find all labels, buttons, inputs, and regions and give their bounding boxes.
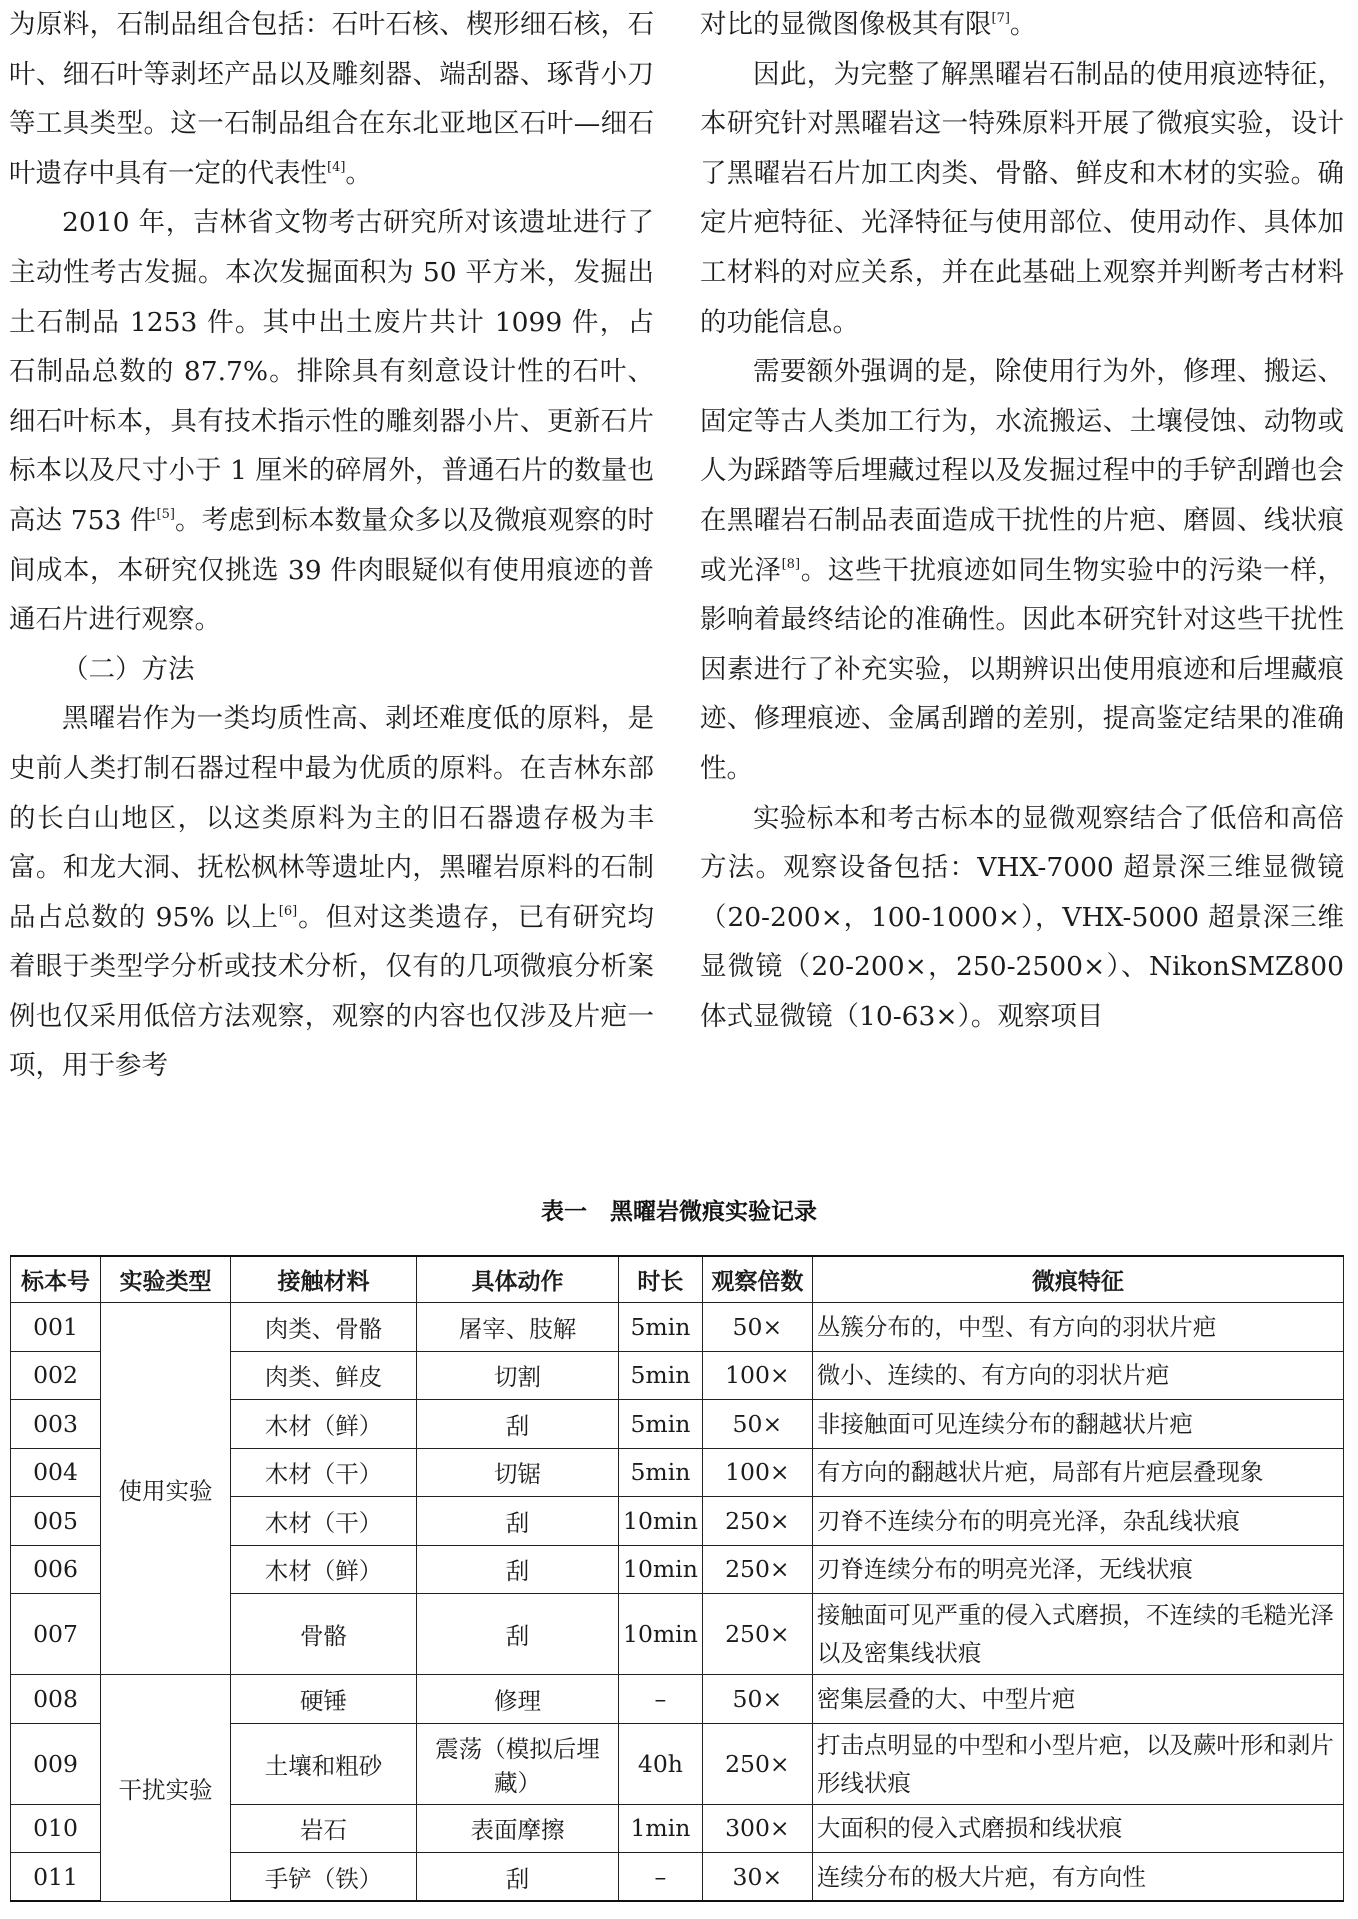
header-cell: 实验类型 [101,1256,231,1303]
magnification-cell: 100× [702,1448,812,1497]
paragraph: 因此，为完整了解黑曜岩石制品的使用痕迹特征，本研究针对黑曜岩这一特殊原料开展了微痕实验，设计了黑曜岩石片加工肉类、骨骼、鲜皮和木材的实验。确定片疤特征、光泽特征与使用部位、使用动作、具体加工材料的对应关系，并在此基础上观察并判断考古材料的功能信息。 [700,58,1344,338]
material-cell: 木材（干） [231,1497,417,1546]
duration-cell: 5min [619,1303,703,1352]
table-header-row [11,1256,1344,1303]
trait-cell: 非接触面可见连续分布的翻越状片疤 [812,1400,1343,1449]
header-cell: 时长 [619,1256,703,1303]
header-cell: 接触材料 [231,1256,417,1303]
specimen-id-cell: 002 [11,1351,101,1400]
material-cell: 土壤和粗砂 [231,1723,417,1804]
trait-cell: 有方向的翻越状片疤，局部有片疤层叠现象 [812,1448,1343,1497]
magnification-cell: 300× [702,1804,812,1853]
specimen-id-cell: 001 [11,1303,101,1352]
duration-cell: 5min [619,1448,703,1497]
action-cell: 刮 [417,1545,619,1594]
action-cell: 屠宰、肢解 [417,1303,619,1352]
header-cell: 观察倍数 [702,1256,812,1303]
header-cell: 标本号 [11,1256,101,1303]
action-cell: 修理 [417,1675,619,1724]
specimen-id-cell: 005 [11,1497,101,1546]
action-cell: 刮 [417,1594,619,1675]
specimen-id-cell: 009 [11,1723,101,1804]
material-cell: 岩石 [231,1804,417,1853]
specimen-id-cell: 007 [11,1594,101,1675]
citation-ref[interactable]: [6] [278,903,298,919]
specimen-id-cell: 003 [11,1400,101,1449]
material-cell: 手铲（铁） [231,1853,417,1902]
paragraph: 对比的显微图像极其有限[7]。 [700,9,1037,40]
magnification-cell: 250× [702,1497,812,1546]
right-text-column [700,0,1344,1041]
duration-cell: – [619,1853,703,1902]
magnification-cell: 50× [702,1303,812,1352]
experiment-type-cell: 使用实验 [101,1303,231,1675]
citation-ref[interactable]: [4] [327,159,346,175]
paragraph: 为原料，石制品组合包括：石叶石核、楔形细石核，石叶、细石叶等剥坯产品以及雕刻器、端刮器、琢背小刀等工具类型。这一石制品组合在东北亚地区石叶—细石叶遗存中具有一定的代表性[4]。 [9,9,654,189]
duration-cell: 10min [619,1594,703,1675]
material-cell: 骨骼 [231,1594,417,1675]
duration-cell: 10min [619,1497,703,1546]
magnification-cell: 30× [702,1853,812,1902]
citation-ref[interactable]: [8] [781,556,801,572]
action-cell: 切割 [417,1351,619,1400]
magnification-cell: 100× [702,1351,812,1400]
trait-cell: 打击点明显的中型和小型片疤，以及蕨叶形和剥片形线状痕 [812,1723,1343,1804]
duration-cell: 5min [619,1400,703,1449]
trait-cell: 接触面可见严重的侵入式磨损，不连续的毛糙光泽以及密集线状痕 [812,1594,1343,1675]
action-cell: 刮 [417,1853,619,1902]
material-cell: 木材（鲜） [231,1400,417,1449]
trait-cell: 丛簇分布的，中型、有方向的羽状片疤 [812,1303,1343,1352]
magnification-cell: 250× [702,1723,812,1804]
table-row [11,1303,1344,1352]
citation-ref[interactable]: [5] [156,506,175,522]
specimen-id-cell: 008 [11,1675,101,1724]
duration-cell: 40h [619,1723,703,1804]
section-heading: （二）方法 [62,653,195,685]
material-cell: 肉类、骨骼 [231,1303,417,1352]
trait-cell: 微小、连续的、有方向的羽状片疤 [812,1351,1343,1400]
trait-cell: 密集层叠的大、中型片疤 [812,1675,1343,1724]
duration-cell: 10min [619,1545,703,1594]
material-cell: 木材（干） [231,1448,417,1497]
experiment-type-cell: 干扰实验 [101,1675,231,1902]
action-cell: 表面摩擦 [417,1804,619,1853]
specimen-id-cell: 006 [11,1545,101,1594]
trait-cell: 刃脊不连续分布的明亮光泽，杂乱线状痕 [812,1497,1343,1546]
magnification-cell: 250× [702,1545,812,1594]
specimen-id-cell: 010 [11,1804,101,1853]
specimen-id-cell: 004 [11,1448,101,1497]
paragraph: 2010 年，吉林省文物考古研究所对该遗址进行了主动性考古发掘。本次发掘面积为 50 平方米，发掘出土石制品 1253 件。其中出土废片共计 1099 件，占石制品总数的 87.7%。排除具有刻意设计性的石叶、细石叶标本，具有技术指示性的雕刻器小片、更新石片标本以及尺寸小于 1 厘米的碎屑外，普通石片的数量也高达 753 件[5]。考虑到标本数量众多以及微痕观察的时间成本，本研究仅挑选 39 件肉眼疑似有使用痕迹的普通石片进行观察。 [9,207,655,636]
header-cell: 具体动作 [417,1256,619,1303]
material-cell: 肉类、鲜皮 [231,1351,417,1400]
specimen-id-cell: 011 [11,1853,101,1902]
experiment-table [10,1255,1344,1902]
action-cell: 刮 [417,1497,619,1546]
trait-cell: 大面积的侵入式磨损和线状痕 [812,1804,1343,1853]
trait-cell: 连续分布的极大片疤，有方向性 [812,1853,1343,1902]
magnification-cell: 50× [702,1675,812,1724]
citation-ref[interactable]: [7] [991,11,1010,26]
magnification-cell: 50× [702,1400,812,1449]
paragraph: 黑曜岩作为一类均质性高、剥坯难度低的原料，是史前人类打制石器过程中最为优质的原料。在吉林东部的长白山地区，以这类原料为主的旧石器遗存极为丰富。和龙大洞、抚松枫林等遗址内，黑曜岩原料的石制品占总数的 95% 以上[6]。但对这类遗存，已有研究均着眼于类型学分析或技术分析，仅有的几项微痕分析案例也仅采用低倍方法观察，观察的内容也仅涉及片疤一项，用于参考 [9,703,655,1082]
table-caption: 表一 黑曜岩微痕实验记录 [541,1199,817,1225]
left-text-column [9,0,654,1091]
header-cell: 微痕特征 [812,1256,1343,1303]
material-cell: 硬锤 [231,1675,417,1724]
material-cell: 木材（鲜） [231,1545,417,1594]
duration-cell: 1min [619,1804,703,1853]
magnification-cell: 250× [702,1594,812,1675]
paragraph: 需要额外强调的是，除使用行为外，修理、搬运、固定等古人类加工行为，水流搬运、土壤侵蚀、动物或人为踩踏等后埋藏过程以及发掘过程中的手铲刮蹭也会在黑曜岩石制品表面造成干扰性的片疤、磨圆、线状痕或光泽[8]。这些干扰痕迹如同生物实验中的污染一样，影响着最终结论的准确性。因此本研究针对这些干扰性因素进行了补充实验，以期辨识出使用痕迹和后埋藏痕迹、修理痕迹、金属刮蹭的差别，提高鉴定结果的准确性。 [700,356,1345,784]
action-cell: 刮 [417,1400,619,1449]
table-row [11,1675,1344,1724]
duration-cell: – [619,1675,703,1724]
duration-cell: 5min [619,1351,703,1400]
trait-cell: 刃脊连续分布的明亮光泽，无线状痕 [812,1545,1343,1594]
action-cell: 震荡（模拟后埋藏） [417,1723,619,1804]
action-cell: 切锯 [417,1448,619,1497]
paragraph: 实验标本和考古标本的显微观察结合了低倍和高倍方法。观察设备包括：VHX-7000 超景深三维显微镜（20-200×，100-1000×），VHX-5000 超景深三维显微镜（20-200×，250-2500×）、NikonSMZ800 体式显微镜（10-63×）。观察项目 [700,802,1344,1032]
